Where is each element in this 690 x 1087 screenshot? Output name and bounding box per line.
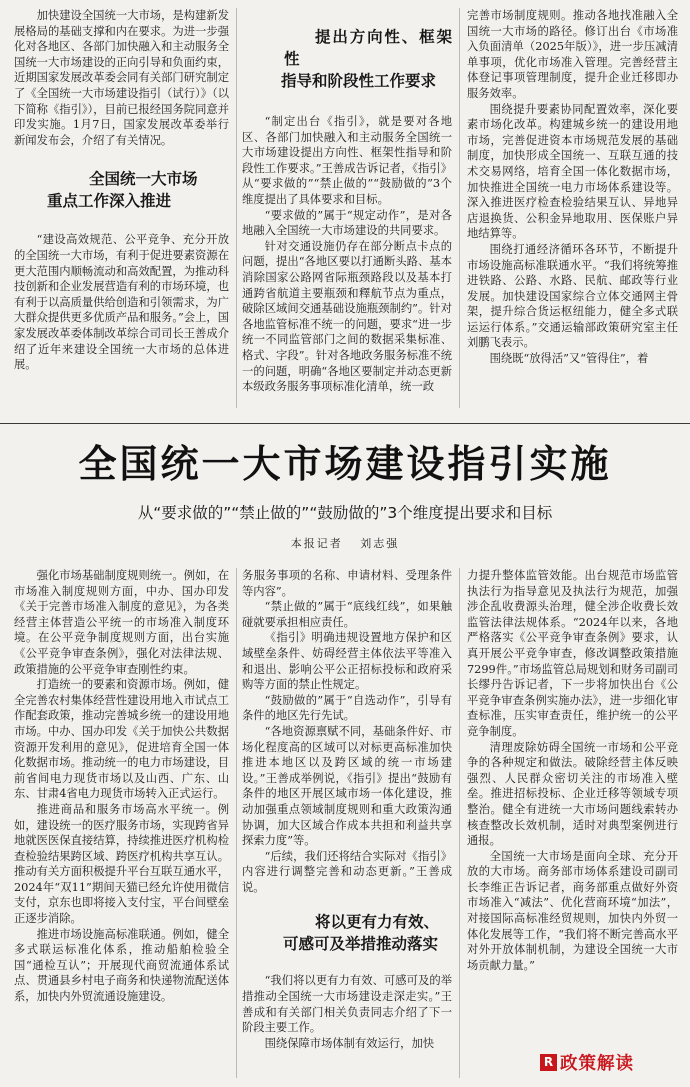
top-intro-paragraph: 加快建设全国统一大市场，是构建新发展格局的基础支撑和内在要求。为进一步强化对各地区、各部门加快融入和主动服务全国统一大市场建设的正向引导和负面约束，近期国家发展改革委会同有关部门研究制定了《全国统一大市场建设指引（试行）》（以下简称《指引》），目前已报经国务院同意并印发实施。1月7日，国家发展改革委举行新闻发布会，介绍了有关情况。 [14, 9, 229, 147]
top-column-2 [242, 8, 452, 408]
bottom-divider-2 [459, 568, 460, 1078]
top-col3-paragraph: 围绕提升要素协同配置效率，深化要素市场化改革。构建城乡统一的建设用地市场，完善促进资本市场规范发展的基础制度，加快形成全国统一、互联互通的技术交易网络，培育全国一体化数据市场，加快推进全国统一电力市场体系建设等。深入推进医疗检查检验结果互认、异地异店退换货、公积金异地取用、医保账户异地结算等。 [467, 102, 678, 241]
bottom-col1-paragraph: 强化市场基础制度规则统一。例如，在市场准入制度规则方面，中办、国办印发《关于完善市场准入制度的意见》，为各类经营主体营造公平统一的市场准入制度环境。在公平竞争制度规则方面，出台实施《公平竞争审查条例》，强化对法律法规、政策措施的公平竞争审查刚性约束。 [14, 569, 229, 676]
bottom-col1-paragraph: 打造统一的要素和资源市场。例如，健全完善农村集体经营性建设用地入市试点工作配套政策，推动完善城乡统一的建设用地市场。中办、国办印发《关于加快公共数据资源开发利用的意见》，促进培育全国一体化数据市场。推动统一的电力市场建设，目前省间电力现货市场以及山西、广东、山东、甘肃4省电力现货市场转入正式运行。 [14, 678, 229, 801]
bottom-col1-paragraph: 推进市场设施高标准联通。例如，健全多式联运标准化体系，推动船舶检验全国“通检互认”；开展现代商贸流通体系试点、贯通县乡村电子商务和快递物流配送体系，加快内外贸流通设施建设。 [14, 927, 229, 1004]
bottom-col3-paragraph: 力提升整体监管效能。出台规范市场监管执法行为指导意见及执法行为规范，加强涉企乱收费源头治理，健全涉企收费长效监管法律法规体系。“2024年以来，各地严格落实《公平竞争审查条例》要求，认真开展公平竞争审查，修改调整政策措施7299件。”市场监管总局规划和财务司副司长缪丹告诉记者，下一步将加快出台《公平竞争审查条例实施办法》，进一步细化审查标准，压实审查责任，维护统一的公平竞争制度。 [467, 569, 678, 738]
bottom-column-1 [14, 568, 229, 1080]
bottom-divider-1 [236, 568, 237, 1078]
brand-r-icon: R [540, 1054, 557, 1071]
bottom-col2-paragraph: “各地资源禀赋不同，基础条件好、市场化程度高的区域可以对标更高标准加快推进本地区以及跨区域的统一市场建设。”王善成举例说，《指引》提出“鼓励有条件的地区开展区域市场一体化建设，推动加强重点领域制度规则和重大政策沟通协调，加大区域合作成本共担和利益共享探索力度”等。 [242, 724, 452, 848]
bottom-column-3 [467, 568, 678, 1046]
top-col2-paragraph: “制定出台《指引》，就是要对各地区、各部门加快融入和主动服务全国统一大市场建设提出方向性、框架性指导和阶段性工作要求。”王善成告诉记者，《指引》从“要求做的”“禁止做的”“鼓励做的”3个维度提出了具体要求和目标。 [242, 115, 452, 206]
byline-role: 本报记者 [290, 537, 343, 550]
byline-author: 刘志强 [360, 537, 400, 550]
byline [0, 536, 690, 552]
main-headline: 全国统一大市场建设指引实施 [78, 442, 612, 486]
top-col3-paragraph: 围绕既“放得活”又“管得住”，着 [489, 352, 649, 366]
section-brand [540, 1049, 678, 1075]
bottom-col2-paragraph: 务服务事项的名称、申请材料、受理条件等内容”。 [242, 569, 452, 598]
bottom-col2-paragraph: “后续，我们还将结合实际对《指引》内容进行调整完善和动态更新。”王善成说。 [242, 849, 452, 894]
subheading-market-work: 全国统一大市场 重点工作深入推进 [47, 170, 198, 211]
bottom-column-2 [242, 568, 452, 1080]
bottom-col2-paragraph: 围绕保障市场体制有效运行，加快 [264, 1036, 435, 1050]
bottom-col3-paragraph: 全国统一大市场是面向全球、充分开放的大市场。商务部市场体系建设司副司长李维正告诉记者，商务部重点做好外资市场准入“减法”、优化营商环境“加法”，对接国际高标准经贸规则，加快内外贸一体化发展等工作，“我们将不断完善高水平对外开放体制机制，为建设全国统一大市场贡献力量。” [467, 849, 678, 972]
headline-top-rule [0, 423, 690, 424]
bottom-col2-paragraph: 《指引》明确违规设置地方保护和区域壁垒条件、妨碍经营主体依法平等准入和退出、影响公平公正招标投标和政府采购等方面的禁止性规定。 [242, 631, 452, 692]
subheading-implementation: 将以更有力有效、 可感可及举措推动落实 [283, 913, 440, 954]
bottom-col1-paragraph: 推进商品和服务市场高水平统一。例如，建设统一的医疗服务市场，实现跨省异地就医医保直接结算，持续推进医疗机构检查检验结果跨区域、跨医疗机构共享互认。推动有关方面积极提升平台互联互通水平，2024年“双11”期间天猫已经允许使用微信支付，京东也即将接入支付宝，平台间壁垒正逐步消除。 [14, 802, 229, 926]
top-column-3 [467, 8, 678, 408]
top-column-1 [14, 8, 229, 408]
top-col2-paragraph: “要求做的”属于“规定动作”，是对各地融入全国统一大市场建设的共同要求。 [242, 208, 452, 238]
top-divider-2 [459, 8, 460, 408]
bottom-col2-paragraph: “我们将以更有力有效、可感可及的举措推动全国统一大市场建设走深走实。”王善成和有关部门相关负责同志介绍了下一阶段主要工作。 [242, 974, 452, 1035]
sub-headline: 从“要求做的”“禁止做的”“鼓励做的”3个维度提出要求和目标 [137, 504, 553, 522]
subheading-directional: 提出方向性、框架性 指导和阶段性工作要求 [281, 28, 452, 90]
bottom-col2-paragraph: “禁止做的”属于“底线红线”，如果触碰就要承担相应责任。 [242, 600, 452, 629]
bottom-col2-paragraph: “鼓励做的”属于“自选动作”，引导有条件的地区先行先试。 [242, 693, 452, 723]
top-col3-paragraph: 围绕打通经济循环各环节，不断提升市场设施高标准联通水平。“我们将统筹推进铁路、公路、水路、民航、邮政等行业发展。加快建设国家综合立体交通网主骨架，提升综合货运枢纽能力，健全多式联运运行体系。”交通运输部政策研究室主任刘鹏飞表示。 [467, 242, 678, 350]
brand-label: 政策解读 [560, 1053, 634, 1074]
top-divider-1 [236, 8, 237, 408]
top-col2-paragraph: 针对交通设施仍存在部分断点卡点的问题，提出“各地区要以打通断头路、基本消除国家公路网省际瓶颈路段以及基本打通跨省航道主要瓶颈和釋航节点为重点，破除区域间交通基础设施瓶颈制约”。针对各地监管标准不统一的问题，要求“进一步统一不同监管部门之间的数据采集标准、格式、字段”。针对各地政务服务标准不统一的问题，明确“各地区要制定并动态更新本级政务服务事项标准化清单，统一政 [242, 239, 452, 394]
bottom-col3-paragraph: 清理废除妨碍全国统一市场和公平竞争的各种规定和做法。破除经营主体反映强烈、人民群众密切关注的市场准入壁垒。推进招标投标、企业迁移等领域专项整治。健全有进统一大市场问题线索转办核查整改长效机制，适时对典型案例进行通报。 [467, 740, 678, 848]
top-col1-paragraph: “建设高效规范、公平竞争、充分开放的全国统一大市场，有利于促进要素资源在更大范围内顺畅流动和高效配置，为推动科技创新和企业发展营造有利的市场环境，也有利于以高质量供给创造和引领需求，为广大群众提供更多优质产品和服务。”会上，国家发展改革委体制改革综合司司长王善成介绍了近年来建设全国统一大市场的总体进展。 [14, 233, 229, 372]
top-col3-paragraph: 完善市场制度规则。推动各地找准融入全国统一大市场的路径。修订出台《市场准入负面清单（2025年版）》，进一步压减清单事项，优化市场准入管理。完善经营主体登记事项管理制度，提升企业迁移即办服务效率。 [467, 9, 678, 100]
